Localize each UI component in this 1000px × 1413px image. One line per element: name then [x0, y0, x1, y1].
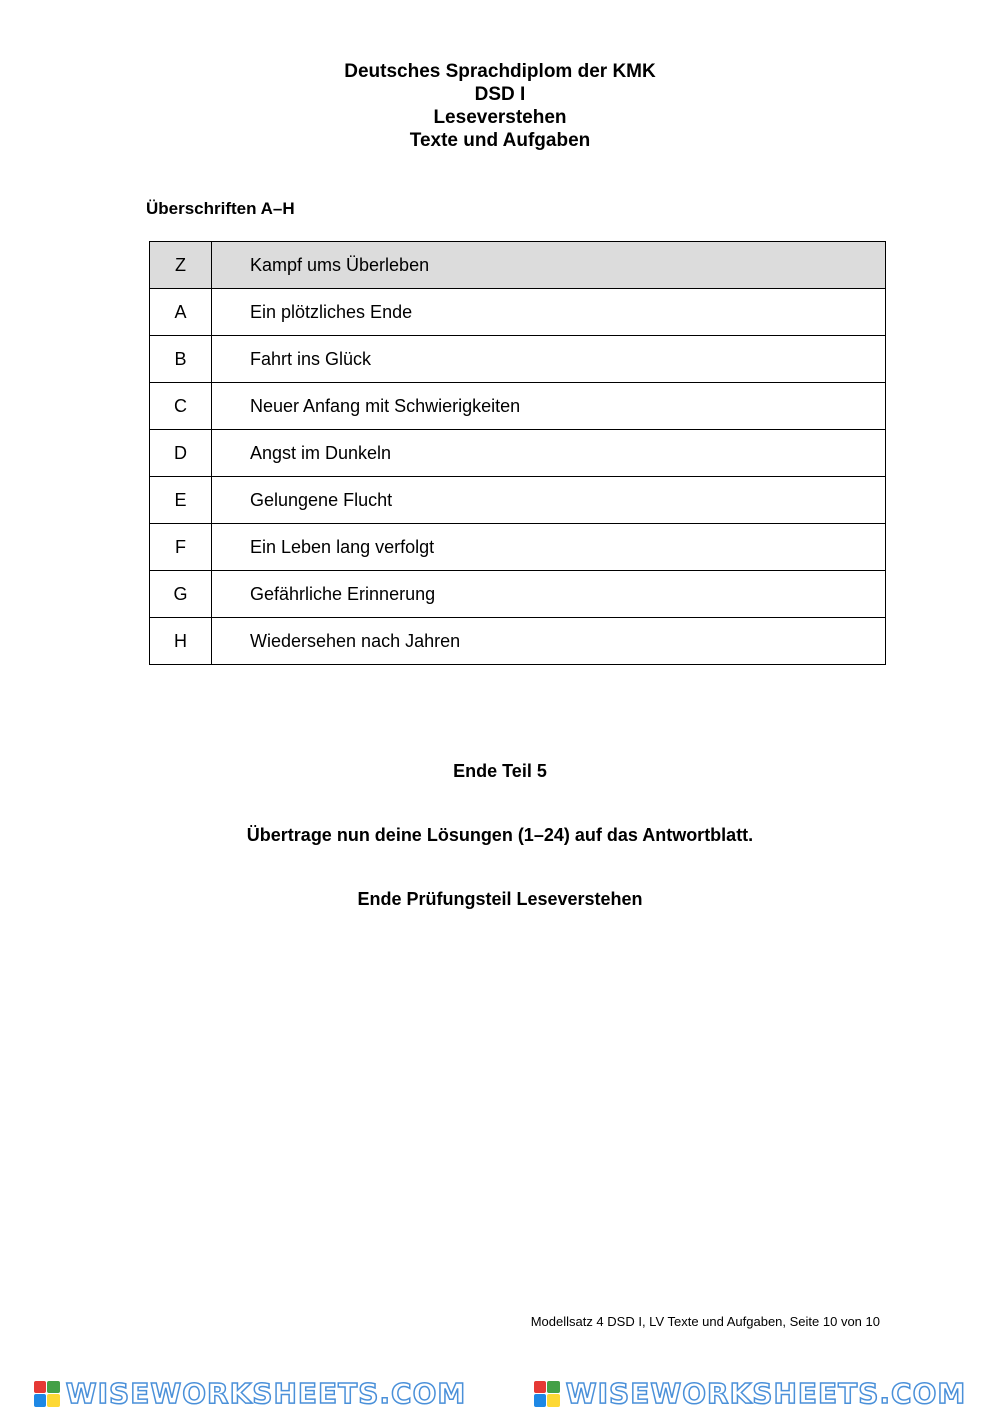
heading-title: Gefährliche Erinnerung [212, 571, 886, 618]
watermark [34, 1377, 467, 1410]
header-line-4: Texte und Aufgaben [409, 130, 591, 151]
heading-title: Ein Leben lang verfolgt [212, 524, 886, 571]
header-line-2: DSD I [474, 84, 526, 105]
heading-title: Neuer Anfang mit Schwierigkeiten [212, 383, 886, 430]
table-row [150, 477, 886, 524]
table-row [150, 618, 886, 665]
table-row [150, 289, 886, 336]
heading-title: Wiedersehen nach Jahren [212, 618, 886, 665]
heading-letter: G [150, 571, 212, 618]
headings-table [149, 241, 886, 665]
header-line-3: Leseverstehen [433, 107, 567, 128]
heading-letter: Z [150, 242, 212, 289]
heading-title: Angst im Dunkeln [212, 430, 886, 477]
heading-title: Ein plötzliches Ende [212, 289, 886, 336]
heading-letter: D [150, 430, 212, 477]
heading-letter: F [150, 524, 212, 571]
table-row [150, 242, 886, 289]
end-part-label: Ende Teil 5 [453, 761, 547, 781]
heading-title: Fahrt ins Glück [212, 336, 886, 383]
table-row [150, 383, 886, 430]
heading-title: Kampf ums Überleben [212, 242, 886, 289]
page-footer: Modellsatz 4 DSD I, LV Texte und Aufgaben, Seite 10 von 10 [530, 1314, 880, 1329]
watermark-logo-icon [34, 1381, 60, 1407]
heading-letter: H [150, 618, 212, 665]
watermark [534, 1377, 967, 1410]
heading-letter: E [150, 477, 212, 524]
table-row [150, 430, 886, 477]
watermark-logo-icon [534, 1381, 560, 1407]
table-row [150, 524, 886, 571]
document-header [0, 60, 1000, 152]
table-row [150, 336, 886, 383]
watermark-band [0, 1374, 1000, 1413]
header-line-1: Deutsches Sprachdiplom der KMK [344, 61, 656, 82]
watermark-text: WISEWORKSHEETS.COM [65, 1377, 467, 1410]
watermark-text: WISEWORKSHEETS.COM [565, 1377, 967, 1410]
heading-letter: A [150, 289, 212, 336]
section-title: Überschriften A–H [146, 199, 295, 218]
end-section-label: Ende Prüfungsteil Leseverstehen [357, 889, 643, 909]
heading-letter: B [150, 336, 212, 383]
transfer-instruction: Übertrage nun deine Lösungen (1–24) auf das Antwortblatt. [246, 825, 754, 845]
table-row [150, 571, 886, 618]
heading-letter: C [150, 383, 212, 430]
heading-title: Gelungene Flucht [212, 477, 886, 524]
